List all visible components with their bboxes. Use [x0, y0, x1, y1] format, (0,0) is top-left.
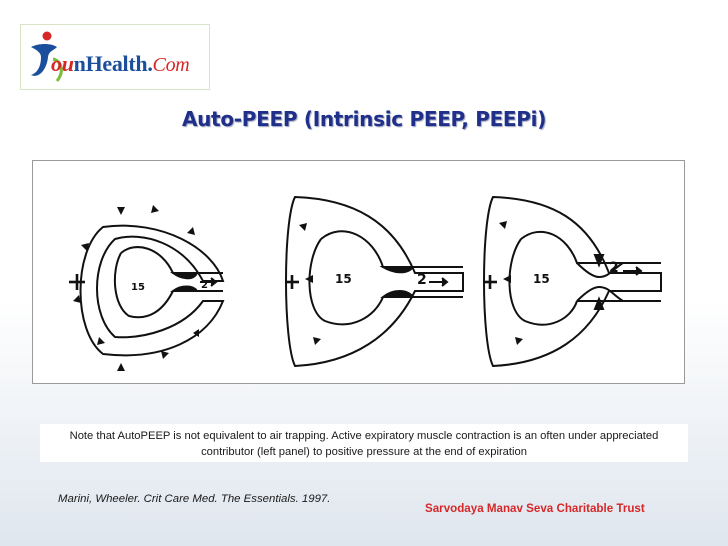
trust-name: Sarvodaya Manav Seva Charitable Trust: [425, 502, 645, 515]
airway-pressure-label: 2: [417, 272, 427, 288]
logo-text-part: Health: [85, 51, 148, 76]
note-line: contributor (left panel) to positive pressure at the end of expiration: [201, 446, 527, 458]
logo-text-part: ou: [51, 51, 74, 76]
panel-middle: [285, 197, 463, 366]
logo-wordmark: [51, 51, 189, 77]
note-line: Note that AutoPEEP is not equivalent to air trapping. Active expiratory muscle contraction is an often under appreciated: [69, 430, 659, 442]
logo-text-part: Com: [152, 54, 190, 76]
citation: Marini, Wheeler. Crit Care Med. The Essentials. 1997.: [58, 493, 331, 505]
note-box: [40, 424, 688, 462]
panel-right: [483, 197, 661, 366]
logo: [20, 24, 210, 90]
airway-diagram: [33, 161, 684, 383]
slide-title: Auto-PEEP (Intrinsic PEEP, PEEPi): [181, 107, 547, 131]
airway-pressure-label: 2: [609, 260, 619, 276]
airway-pressure-label: 2: [201, 280, 208, 291]
logo-text-part: .: [147, 51, 153, 76]
logo-text-part: n: [73, 51, 86, 76]
panel-left: [69, 205, 223, 371]
alveolar-pressure-label: 15: [131, 282, 145, 293]
figure-panel: [32, 160, 685, 384]
alveolar-pressure-label: 15: [335, 272, 352, 286]
note-text: [40, 428, 688, 460]
alveolar-pressure-label: 15: [533, 272, 550, 286]
